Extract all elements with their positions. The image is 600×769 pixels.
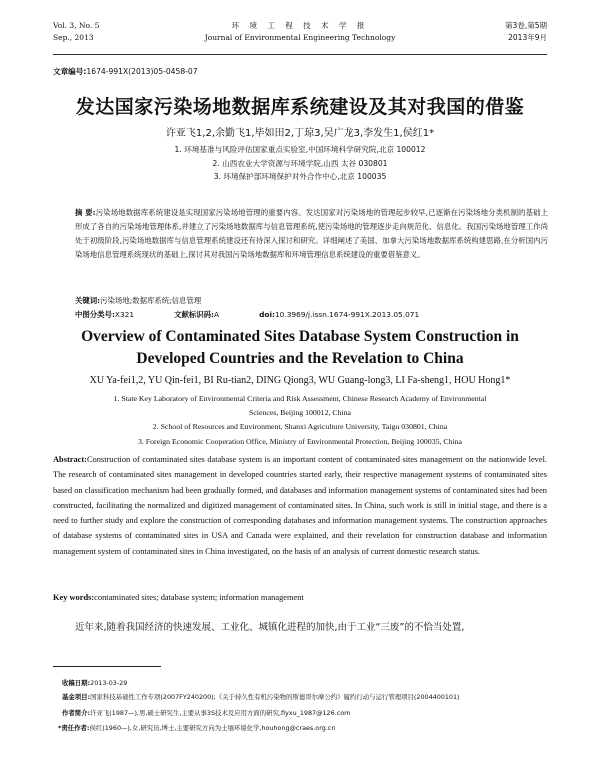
footnote-rule: [53, 666, 161, 667]
footnote-corresponding-author: *责任作者:侯红(1960—),女,研究员,博士,主要研究方向为土壤环境化学,houhong@craes.org.cn: [58, 724, 336, 732]
affiliations-en: 1. State Key Laboratory of Environmental Criteria and Risk Assessment, Chinese Research Academy of Environmental Sciences, Beijing 100012, China 2. School of Resources and Environment, Shanxi Agriculture University, Taigu 030801, China 3. Foreign Economic Cooperation Office, Ministry of Environmental Protection, Beijing 100035, China: [113, 394, 487, 446]
footnotes: [58, 676, 552, 736]
title-cn: 发达国家污染场地数据库系统建设及其对我国的借鉴: [75, 96, 525, 118]
keywords-cn: 关键词:污染场地;数据库系统;信息管理: [75, 296, 202, 305]
footnote-received: 收稿日期:2013-03-29: [62, 679, 128, 687]
footnote-author-bio: 作者简介:许亚飞(1987—),男,硕士研究生,主要从事3S技术及应用方面的研究,flyxu_1987@126.com: [62, 709, 351, 717]
affiliations-cn: 1. 环境基准与风险评估国家重点实验室,中国环境科学研究院,北京 100012 2. 山西农业大学资源与环境学院,山西 太谷 030801 3. 环境保护部环境保护对外合作中心,北京 100035: [174, 145, 426, 181]
article-number: 文章编号:1674-991X(2013)05-0458-07: [53, 67, 198, 76]
authors-en: XU Ya-fei1,2, YU Qin-fei1, BI Ru-tian2, DING Qiong3, WU Guang-long3, LI Fa-sheng1, HOU Hong1*: [89, 375, 511, 386]
volume-info-cn: 第3卷,第5期 2013年9月: [505, 21, 547, 42]
journal-name: 环 境 工 程 技 术 学 报 Journal of Environmental Engineering Technology: [204, 21, 396, 42]
classification-line: 中图分类号:X321 文献标识码:A doi:10.3969/j.issn.1674-991X.2013.05.071: [75, 310, 420, 319]
title-en: Overview of Contaminated Sites Database System Construction in Developed Countries and the Revelation to China: [81, 328, 519, 367]
volume-info-en: Vol. 3, No. 5 Sep., 2013: [53, 21, 100, 42]
keywords-en: Key words:contaminated sites; database system; information management: [53, 593, 304, 602]
abstract-cn: 摘 要:污染场地数据库系统建设是实现国家污染场地管理的重要内容。发达国家对污染场地的管理起步较早,已逐渐在污染场地分类机制的基础上形成了各自的污染场地管理体系,并建立了污染场地数据库与信息管理系统,使污染场地的管理逐步走向规范化、信息化。我国污染场地管理工作尚处于初级阶段,污染场地数据库与信息管理系统建设还有待深入探讨和研究。详细阐述了美国、加拿大污染场地数据库系统构建思路,在分析国内污染场地信息管理系统现状的基础上,探讨其对我国污染场地数据库和环境管理信息系统建设的重要借鉴意义。: [75, 208, 549, 259]
header-rule: [53, 54, 547, 55]
body-text: 近年来,随着我国经济的快速发展、工业化、城镇化进程的加快,由于工业“三废”的不恰当处置,: [75, 622, 465, 633]
footnote-funding: 基金项目:国家科技基础性工作专项(2007FY240200);《关于持久性有机污染物的斯德哥尔摩公约》履约行动与运行管理项目(2004400101): [62, 693, 460, 701]
authors-cn: 许亚飞1,2,余勤飞1,毕如田2,丁琼3,吴广龙3,李发生1,侯红1*: [165, 128, 435, 139]
abstract-en: Abstract:Construction of contaminated sites database system is an important content of contaminated sites management on the nationwide level. The research of contaminated sites management in developed countries started early, their respective management systems of contaminated sites based on classification mechanism had been gradually formed, and databases and information management systems of contaminated sites had been constructed, facilitating the normalized and digitized management of contaminated sites. In China, such work is still in initial stage, and there is a need to further study and explore the construction of corresponding databases and information management systems. The construction approaches of database systems of contaminated sites in USA and Canada were explained, and their revelation for construction database and information management system of contaminated sites in China investigated, on the basis of an analysis of current domestic research status.: [53, 455, 547, 556]
